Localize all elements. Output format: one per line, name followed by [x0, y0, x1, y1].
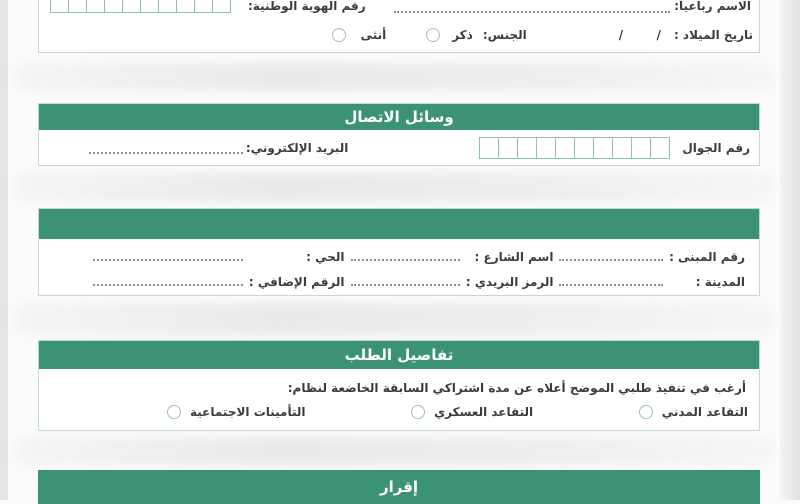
- mobile-number-cell-grid[interactable]: [480, 137, 670, 159]
- digit-cell[interactable]: [593, 137, 613, 159]
- scan-artifact-band: [14, 63, 776, 91]
- district-label: الحي :: [306, 250, 345, 264]
- digit-cell[interactable]: [612, 137, 632, 159]
- mobile-number-label: رقم الجوال: [682, 141, 750, 155]
- digit-cell[interactable]: [194, 0, 213, 13]
- city-label: المدينة :: [695, 275, 745, 289]
- digit-cell[interactable]: [479, 137, 499, 159]
- section-header-declaration: إقرار: [38, 470, 760, 504]
- digit-cell[interactable]: [631, 137, 651, 159]
- option-social-insurance-radio[interactable]: [167, 405, 181, 419]
- national-id-cell-grid[interactable]: [51, 0, 231, 13]
- digit-cell[interactable]: [86, 0, 105, 13]
- digit-cell[interactable]: [212, 0, 231, 13]
- option-social-insurance-label: التأمينات الاجتماعية: [190, 405, 306, 419]
- gender-female-label: أنثى: [360, 28, 387, 42]
- section-personal-info: [38, 0, 760, 53]
- option-military-retirement-label: التقاعد العسكري: [434, 405, 534, 419]
- postal-code-label: الرمز البريدي :: [465, 275, 554, 289]
- gender-male-radio[interactable]: [426, 28, 440, 42]
- full-name-label: الاسم رباعياً:: [674, 0, 751, 13]
- additional-number-input-line[interactable]: [93, 275, 243, 286]
- digit-cell[interactable]: [140, 0, 159, 13]
- full-name-input-line[interactable]: [394, 2, 671, 13]
- birth-date-input[interactable]: / /: [618, 28, 661, 42]
- option-civil-retirement[interactable]: [639, 405, 748, 419]
- contact-row: [39, 130, 759, 166]
- digit-cell[interactable]: [104, 0, 123, 13]
- digit-cell[interactable]: [574, 137, 594, 159]
- email-input-line[interactable]: [89, 143, 243, 154]
- page-edge-right: [780, 0, 800, 500]
- section-header-contact: وسائل الاتصال: [39, 104, 759, 130]
- scan-artifact-band: [14, 303, 776, 335]
- option-civil-retirement-radio[interactable]: [639, 405, 653, 419]
- request-options-row: [39, 405, 759, 419]
- gender-label: الجنس:: [482, 28, 527, 42]
- digit-cell[interactable]: [650, 137, 670, 159]
- digit-cell[interactable]: [536, 137, 556, 159]
- national-id-label: رقم الهوية الوطنية:: [248, 0, 366, 13]
- address-grid: [39, 239, 759, 295]
- section-address: [38, 208, 760, 296]
- personal-name-row: [51, 0, 751, 13]
- email-label: البريد الإلكتروني:: [245, 141, 349, 155]
- option-military-retirement-radio[interactable]: [411, 405, 425, 419]
- city-input-line[interactable]: [559, 275, 663, 286]
- gender-male-label: ذكر: [452, 28, 473, 42]
- additional-number-label: الرقم الإضافي :: [248, 275, 345, 289]
- personal-birth-gender-row: [332, 24, 753, 46]
- district-input-line[interactable]: [93, 250, 243, 261]
- digit-cell[interactable]: [158, 0, 177, 13]
- gender-female-radio[interactable]: [332, 28, 346, 42]
- postal-code-input-line[interactable]: [351, 275, 460, 286]
- scan-artifact-band: [14, 172, 776, 202]
- scan-artifact-band: [14, 437, 776, 465]
- digit-cell[interactable]: [517, 137, 537, 159]
- building-number-input-line[interactable]: [559, 250, 663, 261]
- request-intro-text: أرغب في تنفيذ طلبي الموضح أعلاه عن مدة اشتراكي السابقة الخاضعة لنظام:: [287, 381, 746, 395]
- street-name-input-line[interactable]: [351, 250, 460, 261]
- digit-cell[interactable]: [68, 0, 87, 13]
- option-civil-retirement-label: التقاعد المدني: [661, 405, 748, 419]
- digit-cell[interactable]: [498, 137, 518, 159]
- option-social-insurance[interactable]: [167, 405, 306, 419]
- digit-cell[interactable]: [122, 0, 141, 13]
- digit-cell[interactable]: [50, 0, 69, 13]
- birth-date-label: تاريخ الميلاد :: [673, 28, 753, 42]
- digit-cell[interactable]: [176, 0, 195, 13]
- street-name-label: اسم الشارع :: [474, 250, 554, 264]
- section-header-address: [39, 209, 759, 239]
- section-request-details: [38, 340, 760, 431]
- page-edge-left: [0, 0, 8, 500]
- digit-cell[interactable]: [555, 137, 575, 159]
- option-military-retirement[interactable]: [411, 405, 533, 419]
- building-number-label: رقم المبنى :: [669, 250, 745, 264]
- section-header-request-details: تفاصيل الطلب: [39, 341, 759, 369]
- section-contact: [38, 103, 760, 166]
